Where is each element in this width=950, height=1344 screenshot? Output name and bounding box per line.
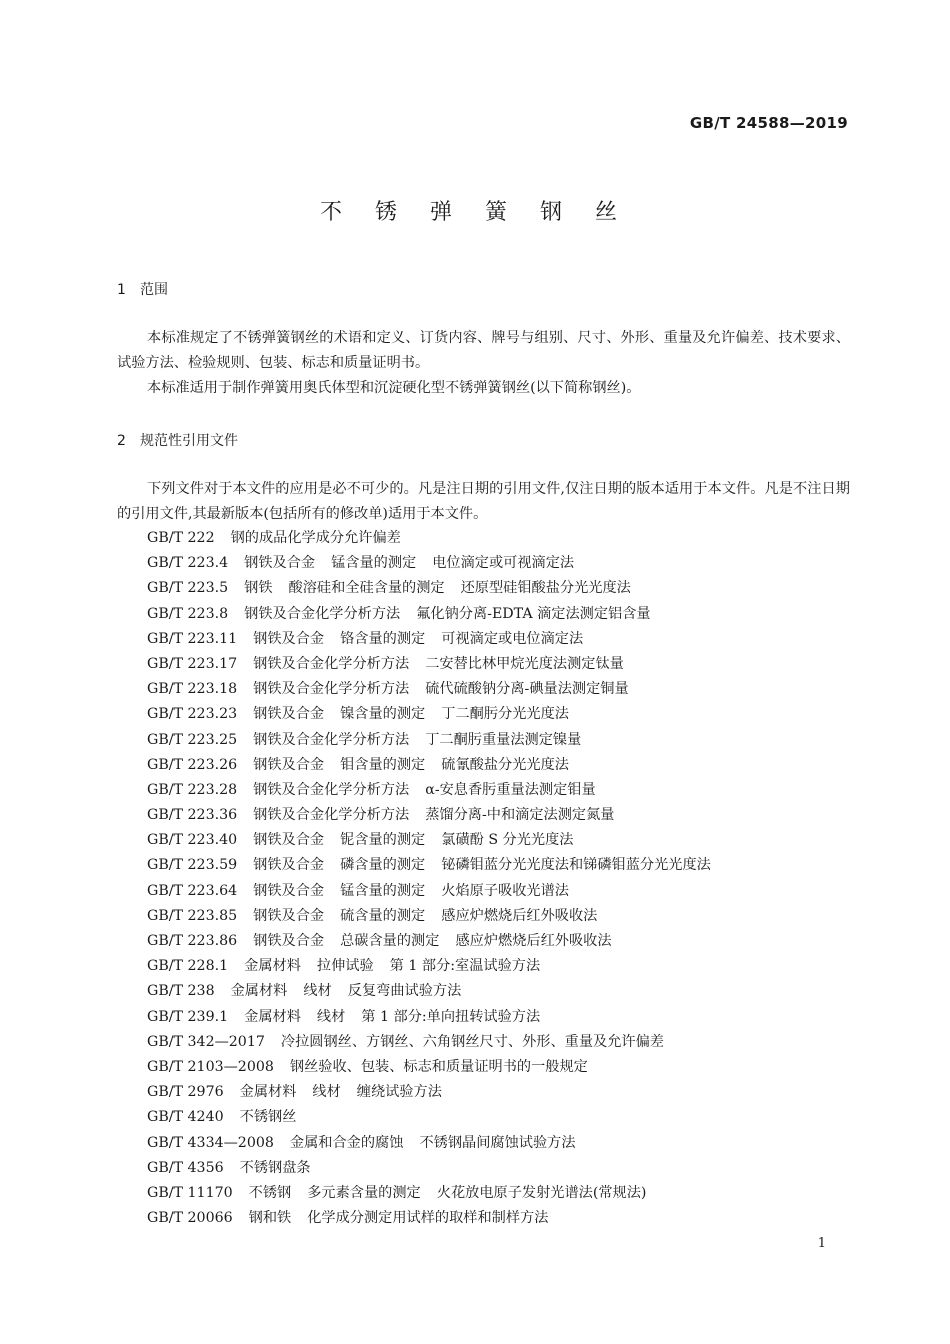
reference-item (147, 853, 711, 878)
reference-title-part: 氟化钠分离-EDTA 滴定法测定铝含量 (416, 605, 651, 622)
reference-item (147, 526, 711, 551)
reference-title-part: 铬含量的测定 (340, 630, 426, 647)
reference-code: GB/T 223.85 (147, 907, 238, 924)
reference-code: GB/T 4356 (147, 1159, 224, 1176)
reference-title-part: 钼含量的测定 (340, 756, 426, 773)
reference-code: GB/T 20066 (147, 1210, 233, 1227)
reference-code: GB/T 223.26 (147, 756, 238, 773)
reference-code: GB/T 223.23 (147, 706, 238, 723)
reference-item (147, 677, 711, 702)
reference-title-part: 总碳含量的测定 (340, 933, 440, 949)
reference-title-part: 钢铁及合金 (244, 555, 316, 572)
reference-code: GB/T 222 (147, 530, 215, 546)
reference-title-part: 感应炉燃烧后红外吸收法 (441, 907, 598, 924)
reference-title-part: 锰含量的测定 (340, 882, 426, 899)
reference-item (147, 828, 711, 853)
reference-title-part: 蒸馏分离-中和滴定法测定氮量 (425, 807, 615, 824)
reference-item (147, 576, 711, 601)
reference-title-part: 金属材料 (239, 1084, 297, 1101)
reference-title-part: 钢丝验收、包装、标志和质量证明书的一般规定 (289, 1058, 588, 1075)
reference-title-part: 钢铁及合金 (253, 706, 325, 723)
reference-title-part: 第 1 部分:单向扭转试验方法 (361, 1008, 541, 1025)
section-1-heading (117, 279, 168, 299)
reference-title-part: 钢铁及合金 (253, 832, 325, 849)
reference-code: GB/T 223.17 (147, 655, 238, 672)
reference-title-part: 反复弯曲试验方法 (347, 983, 462, 1000)
reference-item (147, 879, 711, 904)
reference-title-part: 不锈钢丝 (239, 1109, 297, 1126)
reference-title-part: 硫含量的测定 (340, 907, 426, 924)
scope-paragraph-2: 本标准适用于制作弹簧用奥氏体型和沉淀硬化型不锈弹簧钢丝(以下简称钢丝)。 (147, 380, 641, 396)
reference-code: GB/T 223.5 (147, 580, 229, 597)
section-title: 范围 (140, 282, 168, 298)
reference-code: GB/T 223.8 (147, 605, 229, 622)
reference-title-part: 不锈钢 (248, 1184, 292, 1201)
reference-title-part: 钢铁及合金化学分析方法 (253, 655, 410, 672)
reference-title-part: 冷拉圆钢丝、方钢丝、六角钢丝尺寸、外形、重量及允许偏差 (280, 1033, 664, 1050)
reference-title-part: 金属材料 (244, 958, 301, 975)
reference-item (147, 702, 711, 727)
reference-title-part: 丁二酮肟分光光度法 (441, 706, 569, 723)
reference-code: GB/T 223.86 (147, 933, 238, 949)
reference-title-part: 钢铁及合金 (253, 933, 325, 949)
reference-title-part: 钢铁及合金化学分析方法 (253, 731, 410, 748)
reference-title-part: 可视滴定或电位滴定法 (441, 630, 584, 647)
reference-code: GB/T 223.4 (147, 555, 229, 572)
reference-title-part: 钢铁及合金 (253, 857, 325, 874)
reference-list (147, 526, 711, 1231)
section-title: 规范性引用文件 (140, 433, 238, 449)
reference-code: GB/T 342—2017 (147, 1033, 265, 1050)
reference-item (147, 1181, 711, 1206)
reference-item (147, 929, 711, 954)
reference-title-part: 金属材料 (230, 983, 288, 1000)
reference-code: GB/T 223.40 (147, 832, 238, 849)
reference-item (147, 778, 711, 803)
reference-title-part: 化学成分测定用试样的取样和制样方法 (307, 1210, 549, 1227)
reference-title-part: 金属材料 (244, 1008, 301, 1025)
reference-item (147, 904, 711, 929)
reference-code: GB/T 223.36 (147, 807, 238, 824)
reference-title-part: 火焰原子吸收光谱法 (441, 882, 569, 899)
reference-title-part: α-安息香肟重量法测定钼量 (425, 781, 596, 798)
reference-title-part: 镍含量的测定 (340, 706, 426, 723)
reference-title-part: 钢铁 (244, 580, 273, 597)
reference-title-part: 线材 (316, 1008, 346, 1025)
reference-item (147, 979, 711, 1004)
reference-title-part: 钢铁及合金 (253, 907, 325, 924)
reference-item (147, 728, 711, 753)
reference-code: GB/T 2976 (147, 1084, 224, 1101)
reference-code: GB/T 228.1 (147, 958, 229, 975)
reference-title-part: 拉伸试验 (316, 958, 374, 975)
reference-item (147, 602, 711, 627)
reference-item (147, 1055, 711, 1080)
reference-title-part: 硫代硫酸钠分离-碘量法测定铜量 (425, 681, 629, 698)
reference-title-part: 硫氰酸盐分光光度法 (441, 756, 569, 773)
reference-item (147, 954, 711, 979)
reference-code: GB/T 238 (147, 983, 215, 1000)
reference-item (147, 1156, 711, 1181)
reference-item (147, 652, 711, 677)
section-number: 2 (117, 433, 126, 449)
reference-title-part: 第 1 部分:室温试验方法 (389, 958, 541, 975)
reference-title-part: 氯磺酚 S 分光光度法 (441, 832, 574, 849)
section-2-heading (117, 430, 238, 450)
reference-title-part: 还原型硅钼酸盐分光光度法 (460, 580, 631, 597)
reference-item (147, 627, 711, 652)
reference-code: GB/T 11170 (147, 1184, 233, 1201)
reference-title-part: 不锈钢盘条 (239, 1159, 311, 1176)
reference-title-part: 线材 (312, 1084, 341, 1101)
reference-title-part: 铋磷钼蓝分光光度法和锑磷钼蓝分光光度法 (441, 857, 711, 874)
reference-title-part: 感应炉燃烧后红外吸收法 (455, 933, 612, 949)
reference-title-part: 电位滴定或可视滴定法 (432, 555, 575, 572)
normative-references-intro: 下列文件对于本文件的应用是必不可少的。凡是注日期的引用文件,仅注日期的版本适用于本文件。凡是不注日期的引用文件,其最新版本(包括所有的修改单)适用于本文件。 (117, 481, 850, 522)
reference-title-part: 铌含量的测定 (340, 832, 426, 849)
reference-item (147, 1030, 711, 1055)
reference-code: GB/T 4240 (147, 1109, 224, 1126)
reference-title-part: 火花放电原子发射光谱法(常规法) (436, 1184, 647, 1201)
reference-title-part: 钢的成品化学成分允许偏差 (230, 530, 401, 546)
reference-title-part: 钢铁及合金 (253, 882, 325, 899)
section-number: 1 (117, 282, 126, 298)
reference-title-part: 钢铁及合金 (253, 756, 325, 773)
reference-title-part: 钢铁及合金 (253, 630, 325, 647)
reference-code: GB/T 223.64 (147, 882, 238, 899)
reference-title-part: 钢铁及合金化学分析方法 (253, 807, 410, 824)
reference-title-part: 线材 (303, 983, 332, 1000)
reference-title-part: 酸溶硅和全硅含量的测定 (288, 580, 445, 597)
reference-title-part: 二安替比林甲烷光度法测定钛量 (425, 655, 624, 672)
reference-code: GB/T 223.25 (147, 731, 238, 748)
reference-code: GB/T 239.1 (147, 1008, 229, 1025)
reference-code: GB/T 4334—2008 (147, 1134, 274, 1151)
reference-title-part: 不锈钢晶间腐蚀试验方法 (419, 1134, 576, 1151)
reference-title-part: 锰含量的测定 (331, 555, 417, 572)
reference-item (147, 1131, 711, 1156)
reference-title-part: 磷含量的测定 (340, 857, 426, 874)
reference-title-part: 多元素含量的测定 (307, 1184, 421, 1201)
reference-title-part: 缠绕试验方法 (356, 1084, 442, 1101)
reference-code: GB/T 2103—2008 (147, 1058, 274, 1075)
reference-code: GB/T 223.11 (147, 630, 238, 647)
standard-number: GB/T 24588—2019 (689, 114, 848, 132)
reference-code: GB/T 223.18 (147, 681, 238, 698)
reference-title-part: 钢铁及合金化学分析方法 (253, 781, 410, 798)
reference-code: GB/T 223.28 (147, 781, 238, 798)
reference-title-part: 金属和合金的腐蚀 (289, 1134, 404, 1151)
reference-title-part: 钢铁及合金化学分析方法 (244, 605, 401, 622)
page-number: 1 (817, 1236, 826, 1251)
reference-item (147, 1105, 711, 1130)
reference-code: GB/T 223.59 (147, 857, 238, 874)
reference-title-part: 丁二酮肟重量法测定镍量 (425, 731, 582, 748)
reference-title-part: 钢和铁 (248, 1210, 292, 1227)
reference-item (147, 803, 711, 828)
document-title: 不 锈 弹 簧 钢 丝 (320, 200, 630, 225)
reference-item (147, 551, 711, 576)
reference-item (147, 1005, 711, 1030)
reference-item (147, 1206, 711, 1231)
reference-title-part: 钢铁及合金化学分析方法 (253, 681, 410, 698)
reference-item (147, 1080, 711, 1105)
reference-item (147, 753, 711, 778)
scope-paragraph-1: 本标准规定了不锈弹簧钢丝的术语和定义、订货内容、牌号与组别、尺寸、外形、重量及允许偏差、技术要求、试验方法、检验规则、包装、标志和质量证明书。 (117, 330, 850, 371)
